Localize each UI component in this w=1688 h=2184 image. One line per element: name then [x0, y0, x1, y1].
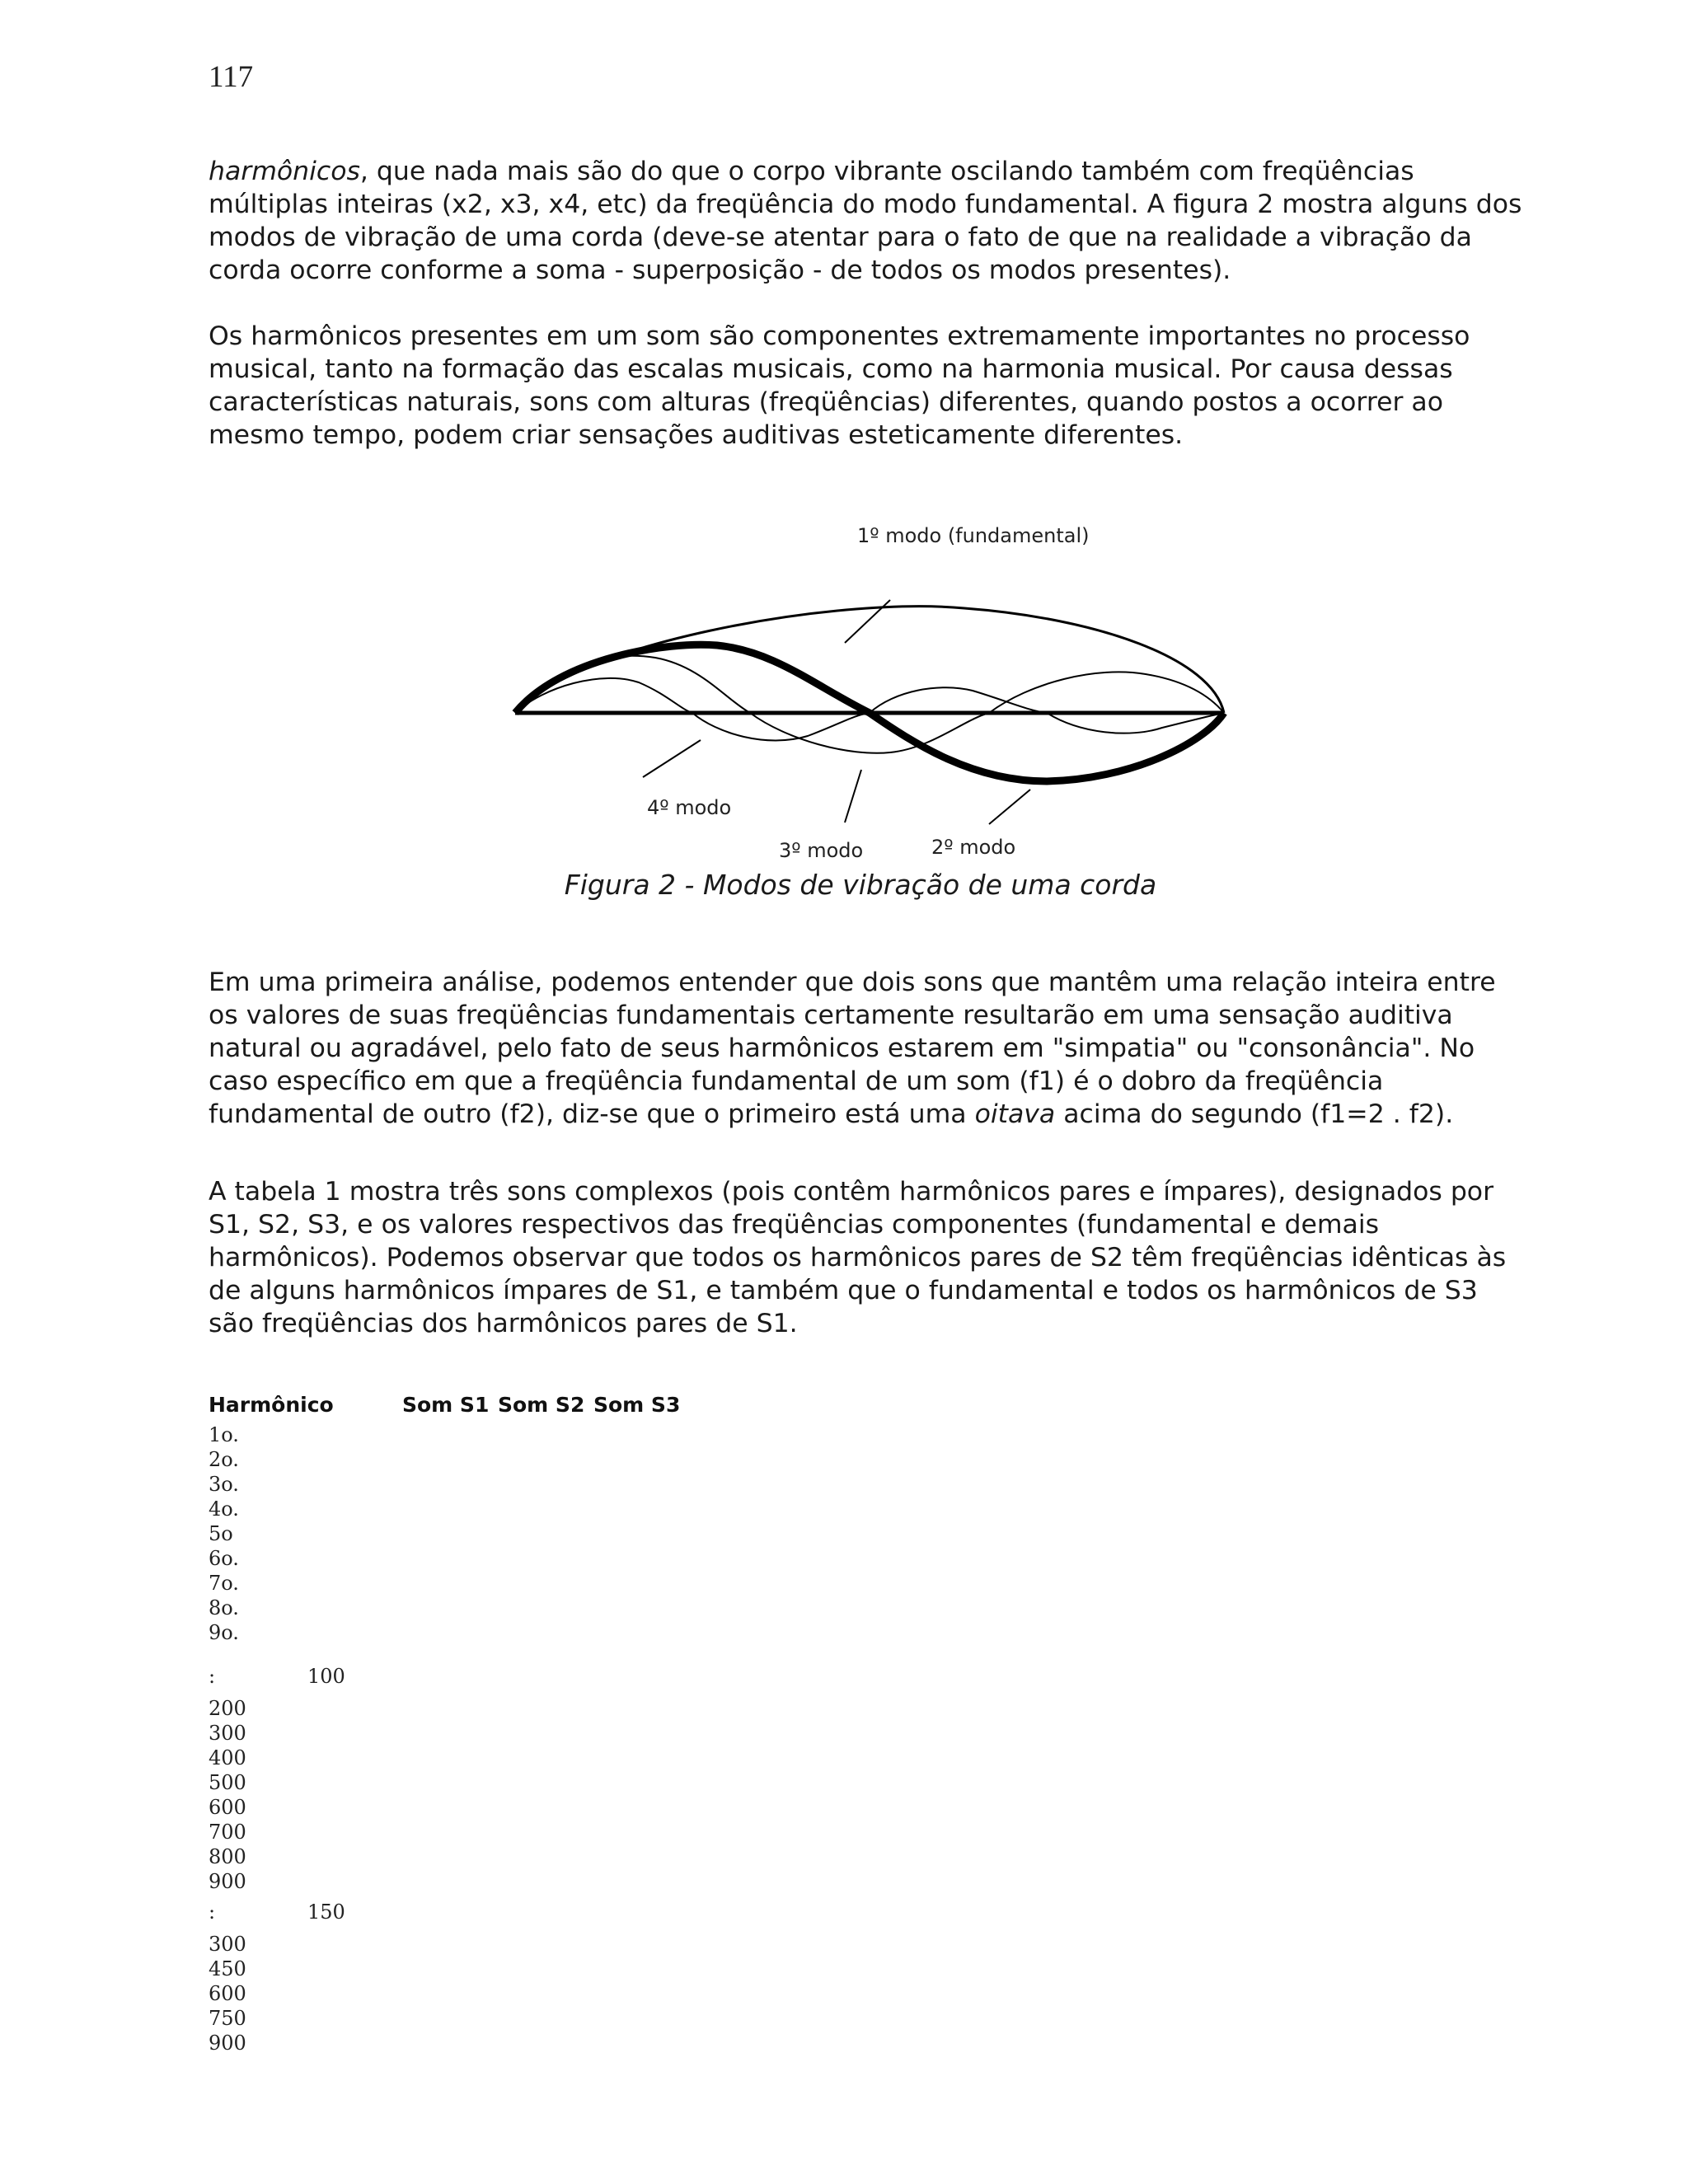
list-item: 200: [209, 1697, 246, 1720]
list-item: 800: [209, 1845, 246, 1868]
paragraph-table-intro: A tabela 1 mostra três sons complexos (pois contêm harmônicos pares e ímpares), designados por S1, S2, S3, e os valores respectivos das freqüências componentes (fundamental e demais harmônicos). Podemos observar que todos os harmônicos pares de S2 têm freqüências idênticas às de alguns harmônicos ímpares de S1, e também que o fundamental e todos os harmônicos de S3 são freqüências dos harmônicos pares de S1.: [209, 1177, 1507, 1338]
group1-first-value: 100: [307, 1665, 345, 1688]
paragraph-text: , que nada mais são do que o corpo vibrante oscilando também com freqüências múltiplas inteiras (x2, x3, x4, etc) da freqüência do modo fundamental. A figura 2 mostra alguns dos modos de vibração de uma corda (deve-se atentar para o fato de que na realidade a vibração da corda ocorre conforme a soma - superposição - de todos os modos presentes).: [209, 157, 1522, 285]
italic-term-harmonicos: harmônicos: [209, 157, 360, 186]
page-number: 117: [209, 60, 254, 94]
paragraph-consonance: [209, 966, 1527, 1131]
list-item: 3o.: [209, 1473, 239, 1496]
group2-colon: :: [209, 1900, 216, 1924]
table-header-som-s3: Som S3: [593, 1393, 681, 1417]
table-header-som-s2: Som S2: [498, 1393, 585, 1417]
group1-values: [209, 1696, 246, 1894]
mode1-leader: [845, 600, 890, 643]
italic-term-oitava: oitava: [974, 1099, 1056, 1129]
list-item: 400: [209, 1746, 246, 1769]
paragraph-harmonics-intro: [209, 155, 1527, 287]
list-item: 300: [209, 1722, 246, 1745]
group1-colon: :: [209, 1665, 216, 1688]
table-header-harmonico: Harmônico: [209, 1393, 334, 1417]
mode3-leader: [845, 770, 861, 823]
mode1-label: 1º modo (fundamental): [857, 524, 1090, 547]
paragraph-text: acima do segundo (f1=2 . f2).: [1055, 1099, 1454, 1129]
list-item: 1o.: [209, 1423, 239, 1446]
list-item: 700: [209, 1821, 246, 1844]
list-item: 5o: [209, 1522, 233, 1545]
list-item: 500: [209, 1771, 246, 1794]
mode4-label: 4º modo: [647, 796, 732, 819]
list-item: 600: [209, 1982, 246, 2005]
mode1-curve: [515, 607, 1224, 713]
list-item: 7o.: [209, 1572, 239, 1595]
list-item: 600: [209, 1796, 246, 1819]
list-item: 6o.: [209, 1547, 239, 1570]
mode3-label: 3º modo: [779, 839, 864, 862]
group1-first-row: [209, 1665, 345, 1688]
list-item: 450: [209, 1957, 246, 1980]
list-item: 2o.: [209, 1448, 239, 1471]
group2-values: [209, 1932, 246, 2055]
list-item: 8o.: [209, 1596, 239, 1619]
mode3-curve: [515, 656, 1224, 753]
list-item: 900: [209, 1870, 246, 1893]
list-item: 750: [209, 2007, 246, 2030]
paragraph-harmonics-importance: Os harmônicos presentes em um som são componentes extremamente importantes no processo musical, tanto na formação das escalas musicais, como na harmonia musical. Por causa dessas características naturais, sons com alturas (freqüências) diferentes, quando postos a ocorrer ao mesmo tempo, podem criar sensações auditivas esteticamente diferentes.: [209, 321, 1470, 450]
table-header-som-s1: Som S1: [402, 1393, 490, 1417]
string-vibration-modes-figure: [503, 518, 1245, 872]
list-item: 900: [209, 2032, 246, 2055]
group2-first-value: 150: [307, 1900, 345, 1924]
list-item: 300: [209, 1933, 246, 1956]
mode4-leader: [643, 740, 701, 777]
harmonic-list: [209, 1422, 239, 1645]
mode2-leader: [989, 790, 1030, 824]
figure-caption: Figura 2 - Modos de vibração de uma corda: [564, 869, 1157, 901]
list-item: 9o.: [209, 1621, 239, 1644]
mode2-label: 2º modo: [931, 836, 1016, 859]
list-item: 4o.: [209, 1497, 239, 1521]
paragraph-text: Em uma primeira análise, podemos entender que dois sons que mantêm uma relação inteira entre os valores de suas freqüências fundamentais certamente resultarão em uma sensação auditiva natural ou agradável, pelo fato de seus harmônicos estarem em "simpatia" ou "consonância". No caso específico em que a freqüência fundamental de um som (f1) é o dobro da freqüência fundamental de outro (f2), diz-se que o primeiro está uma: [209, 968, 1496, 1129]
group2-first-row: [209, 1900, 345, 1924]
